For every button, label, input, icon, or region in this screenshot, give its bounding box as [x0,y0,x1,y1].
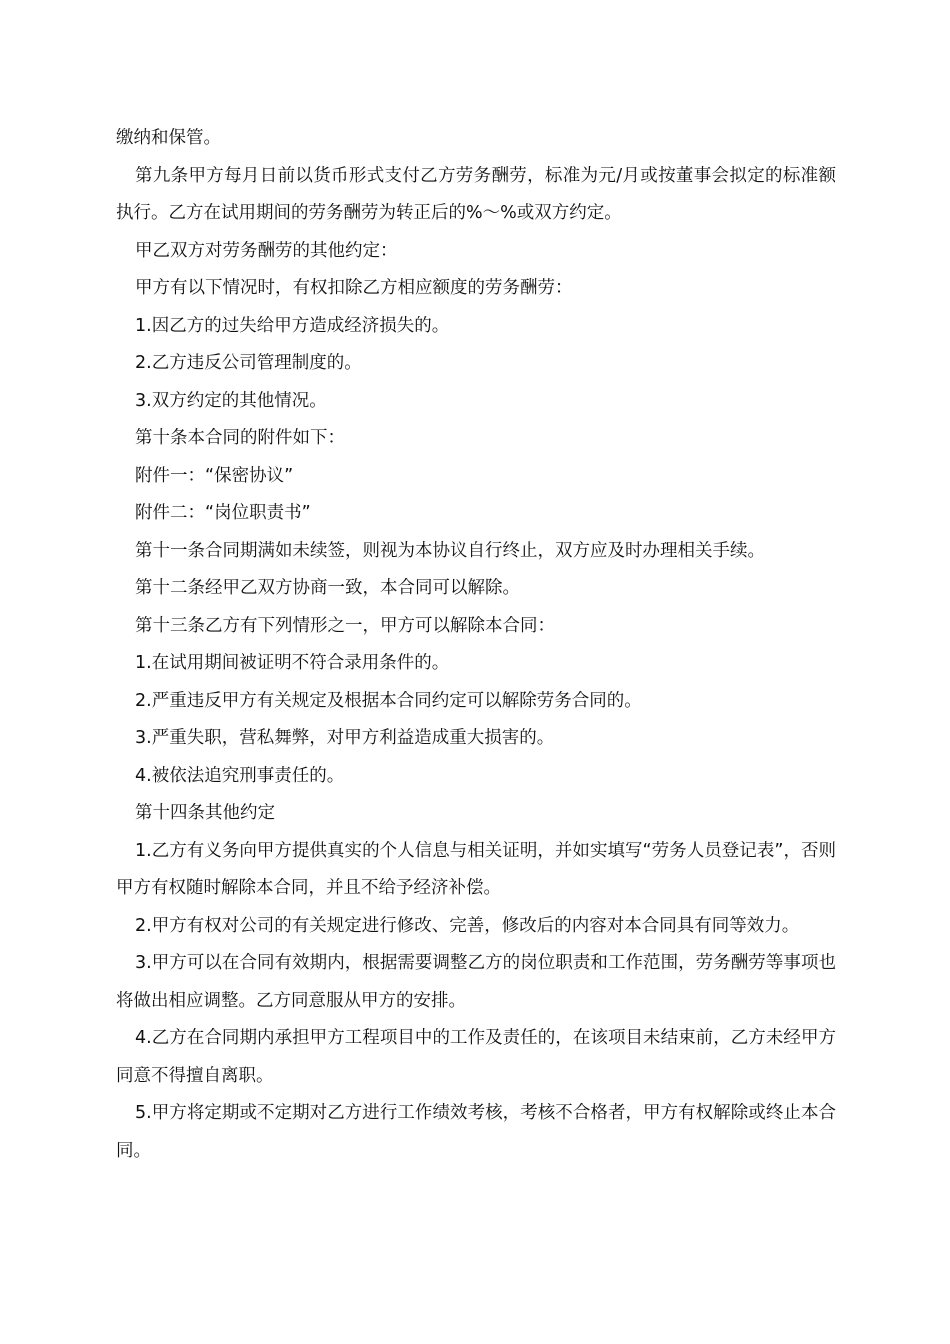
deduction-item-1: 1.因乙方的过失给甲方造成经济损失的。 [135,315,450,336]
document-body [116,120,836,1170]
article-14-heading: 第十四条其他约定 [135,803,275,823]
other-agreements-heading: 甲乙双方对劳务酬劳的其他约定： [135,240,398,261]
termination-item-1: 1.在试用期间被证明不符合录用条件的。 [135,653,450,673]
article-9-paragraph: 第九条甲方每月日前以货币形式支付乙方劳务酬劳，标准为元/月或按董事会拟定的标准额执行。乙方在试用期间的劳务酬劳为转正后的%～%或双方约定。 [116,165,836,223]
other-item-3: 3.甲方可以在合同有效期内，根据需要调整乙方的岗位职责和工作范围，劳务酬劳等事项也将做出相应调整。乙方同意服从甲方的安排。 [116,953,836,1011]
article-13-paragraph: 第十三条乙方有下列情形之一，甲方可以解除本合同： [135,615,555,636]
article-10-paragraph: 第十条本合同的附件如下： [135,428,345,448]
deduction-item-3: 3.双方约定的其他情况。 [135,390,327,411]
deduction-item-2: 2.乙方违反公司管理制度的。 [135,353,362,373]
other-item-5: 5.甲方将定期或不定期对乙方进行工作绩效考核，考核不合格者，甲方有权解除或终止本合同。 [116,1103,836,1161]
termination-item-3: 3.严重失职，营私舞弊，对甲方利益造成重大损害的。 [135,728,555,748]
termination-item-2: 2.严重违反甲方有关规定及根据本合同约定可以解除劳务合同的。 [135,690,642,711]
article-12-paragraph: 第十二条经甲乙双方协商一致，本合同可以解除。 [135,578,520,598]
article-11-paragraph: 第十一条合同期满如未续签，则视为本协议自行终止，双方应及时办理相关手续。 [135,540,765,561]
other-item-1: 1.乙方有义务向甲方提供真实的个人信息与相关证明，并如实填写“劳务人员登记表”，否则甲方有权随时解除本合同，并且不给予经济补偿。 [116,840,836,898]
termination-item-4: 4.被依法追究刑事责任的。 [135,765,345,786]
attachment-1: 附件一：“保密协议” [135,465,294,486]
deduction-conditions-paragraph: 甲方有以下情况时，有权扣除乙方相应额度的劳务酬劳： [135,278,573,298]
other-item-4: 4.乙方在合同期内承担甲方工程项目中的工作及责任的，在该项目未结束前，乙方未经甲方同意不得擅自离职。 [116,1028,836,1086]
other-item-2: 2.甲方有权对公司的有关规定进行修改、完善，修改后的内容对本合同具有同等效力。 [135,915,800,936]
attachment-2: 附件二：“岗位职责书” [135,503,311,523]
paragraph-continuation: 缴纳和保管。 [116,128,221,148]
